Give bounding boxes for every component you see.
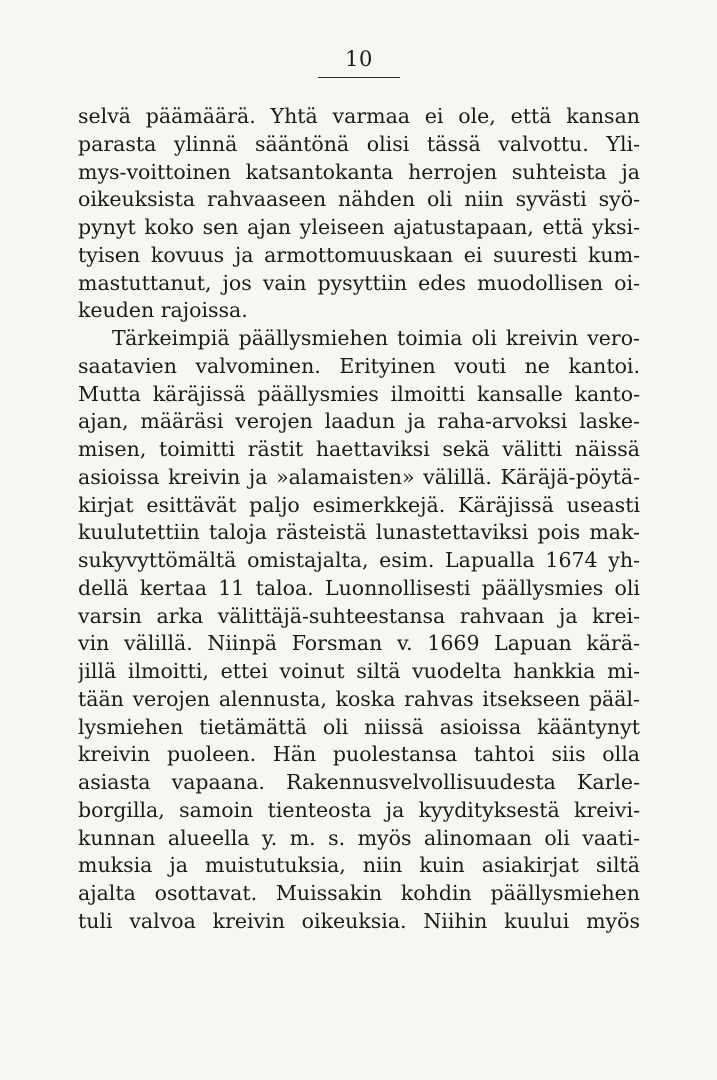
body-text (78, 103, 640, 936)
text-line: ajan, määräsi verojen laadun ja raha-arvoksi laske- (78, 409, 640, 434)
text-line: mastuttanut, jos vain pysyttiin edes muodollisen oi- (78, 270, 640, 295)
text-line: Mutta käräjissä päällysmies ilmoitti kansalle kanto- (78, 381, 640, 406)
text-line: mys-voittoinen katsantokanta herrojen suhteista ja (78, 159, 640, 184)
text-line: pynyt koko sen ajan yleiseen ajatustapaan, että yksi- (78, 215, 640, 239)
text-line: jillä ilmoitti, ettei voinut siltä vuodelta hankkia mi- (78, 659, 640, 683)
text-line: dellä kertaa 11 taloa. Luonnollisesti päällysmies oli (78, 575, 640, 600)
text-line: vin välillä. Niinpä Forsman v. 1669 Lapuan kärä- (78, 631, 640, 656)
text-line: borgilla, samoin tienteosta ja kyydityksestä kreivi- (78, 797, 640, 822)
text-line: lysmiehen tietämättä oli niissä asioissa kääntynyt (78, 714, 640, 739)
text-line: asiasta vapaana. Rakennusvelvollisuudesta Karle- (78, 770, 640, 794)
page-number: 10 (345, 47, 373, 71)
text-line: varsin arka välittäjä-suhteestansa rahvaan ja krei- (78, 603, 640, 628)
paragraph-end-line: keuden rajoissa. (78, 298, 248, 323)
text-line: asioissa kreivin ja »alamaisten» välillä. Käräjä-pöytä- (78, 464, 640, 489)
text-line: muksia ja muistutuksia, niin kuin asiakirjat siltä (78, 853, 640, 878)
text-line: kuulutettiin taloja rästeistä lunastettaviksi pois mak- (78, 520, 640, 545)
text-line: tyisen kovuus ja armottomuuskaan ei suuresti kum- (78, 242, 640, 267)
paragraph-start-line: Tärkeimpiä päällysmiehen toimia oli kreivin vero- (112, 326, 640, 350)
text-line: tuli valvoa kreivin oikeuksia. Niihin kuului myös (78, 908, 640, 933)
text-line: misen, toimitti rästit haettaviksi sekä välitti näissä (78, 437, 640, 461)
text-line: parasta ylinnä sääntönä olisi tässä valvottu. Yli- (78, 131, 640, 156)
page-number-rule (318, 77, 400, 78)
text-line: kunnan alueella y. m. s. myös alinomaan oli vaati- (78, 825, 640, 850)
text-line: saatavien valvominen. Erityinen vouti ne kantoi. (78, 353, 640, 378)
text-line: oikeuksista rahvaaseen nähden oli niin syvästi syö- (78, 187, 640, 212)
text-line: sukyvyttömältä omistajalta, esim. Lapualla 1674 yh- (78, 548, 640, 572)
text-line: selvä päämäärä. Yhtä varmaa ei ole, että kansan (78, 104, 640, 128)
text-line: ajalta osottavat. Muissakin kohdin päällysmiehen (78, 881, 640, 905)
text-line: kreivin puoleen. Hän puolestansa tahtoi siis olla (78, 742, 640, 767)
text-line: kirjat esittävät paljo esimerkkejä. Käräjissä useasti (78, 492, 640, 517)
text-line: tään verojen alennusta, koska rahvas itsekseen pääl- (78, 686, 640, 711)
